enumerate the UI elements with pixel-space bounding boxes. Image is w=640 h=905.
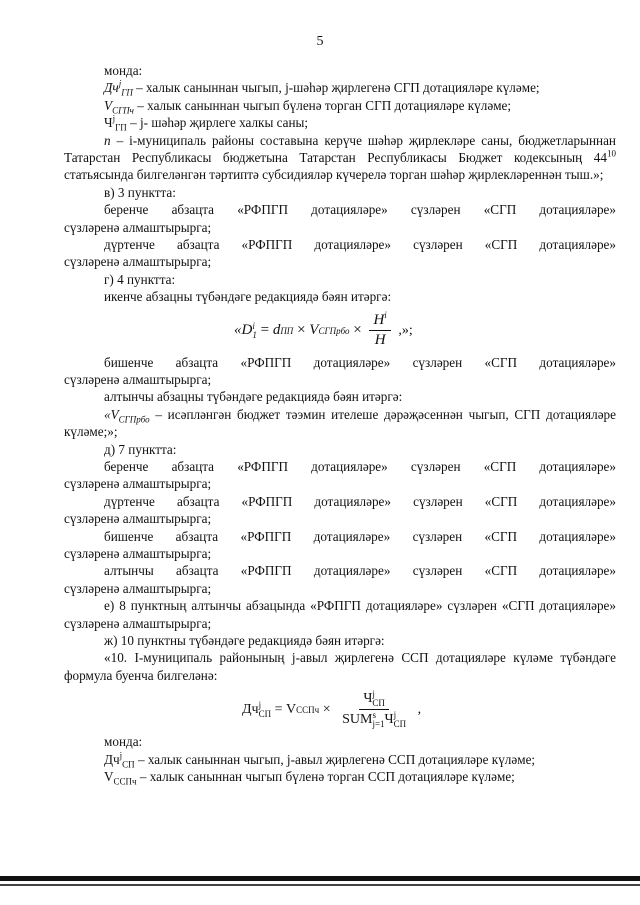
symbol-sub: СГПч [112, 105, 134, 116]
formula-op: = [271, 702, 287, 718]
text-line: беренче абзацта «РФПГП дотацияләре» сүзләрен «СГП дотацияләре» [104, 458, 616, 474]
paragraph [64, 371, 616, 388]
formula-sup: j [393, 710, 397, 721]
formula-term: V [309, 321, 319, 338]
fraction-numerator [369, 309, 390, 331]
formula-op: × [293, 321, 310, 338]
paragraph [64, 219, 616, 236]
symbol-sub: ССПч [113, 776, 137, 787]
formula-term: V [286, 702, 297, 718]
definition-line [64, 79, 616, 99]
formula-op: × [319, 702, 335, 718]
definition-text: – халык саныннан чыгып, j-авыл җирлегенә ССП дотацияләре күләме; [134, 751, 536, 767]
symbol: V [104, 769, 114, 785]
text-line: дүртенче абзацта «РФПГП дотацияләре» сүзләрен «СГП дотацияләре» [104, 493, 616, 509]
symbol-sup: j [112, 113, 116, 124]
symbol: n [104, 132, 111, 148]
page-number: 5 [316, 34, 324, 49]
article-sup: 10 [607, 148, 616, 159]
paragraph [64, 649, 616, 684]
definition-text: – халык саныннан чыгып бүленә торган ССП дотацияләре күләме; [136, 769, 515, 785]
formula-term: H [373, 311, 385, 328]
formula-sub: СП [372, 698, 385, 709]
formula-op: ,»; [394, 322, 413, 338]
subsection-heading [64, 632, 616, 649]
text-line: сүзләренә алмаштырырга; [64, 545, 212, 561]
paragraph [64, 733, 616, 750]
formula-indices [372, 711, 384, 729]
text-line: бишенче абзацта «РФПГП дотацияләре» сүзләрен «СГП дотацияләре» [104, 354, 616, 370]
text-line: д) 7 пунктта: [104, 441, 177, 457]
text-line: – исәпләнгән бюджет тәэмин ителеше дәрәҗәсеннән чыгып, СГП дотацияләре күләме;»; [64, 406, 616, 440]
formula-indices [259, 701, 272, 719]
text-line: сүзләренә алмаштырырга; [64, 580, 212, 596]
definition-text: статьясында билгеләнгән тәртиптә субсидияләр күчерелә торган шәһәр җирлекләреннән тыш.»; [64, 167, 604, 183]
definition-text: – халык саныннан чыгып бүленә торган СГП дотацияләре күләме; [133, 97, 512, 113]
symbol-sup: j [119, 750, 123, 761]
formula-term: SUM [342, 712, 373, 728]
definition-text: – j- шәһәр җирлеге халкы саны; [126, 115, 309, 131]
fraction-denominator: H [374, 332, 386, 349]
subsection-heading [64, 184, 616, 201]
formula-fraction [338, 690, 410, 729]
text-line: в) 3 пунктта: [104, 184, 176, 200]
definition-line [64, 132, 616, 184]
text-line: икенче абзацны түбәндәге редакциядә бәян итәргә: [104, 289, 392, 305]
subsection-heading [64, 441, 616, 458]
paragraph [64, 458, 616, 475]
formula-sub: СП [258, 708, 272, 719]
scan-edge-bar [0, 876, 640, 881]
text-line: ж) 10 пунктны түбәндәге редакциядә бәян итәргә: [104, 633, 385, 648]
text-line: монда: [104, 63, 143, 78]
text-line: беренче абзацта «РФПГП дотацияләре» сүзләрен «СГП дотацияләре» [104, 202, 616, 218]
text-line: алтынчы абзацны түбәндәге редакциядә бәян итәргә: [104, 389, 403, 405]
definition-text: – i-муниципаль районы составына керүче шәһәр җирлекләре саны, бюджетларыннан Татарстан Республикасы бюджетына Татарстан Республикасы Бюджет кодексының 44 [64, 132, 616, 166]
paragraph [64, 236, 616, 253]
paragraph [64, 493, 616, 510]
formula-term: d [272, 321, 281, 338]
formula-fraction [369, 309, 390, 350]
definition-line [64, 114, 616, 131]
formula-term: «D [234, 321, 253, 338]
text-line: «10. I-муниципаль районының j-авыл җирлегенә ССП дотацияләре күләме түбәндәге формула буенча билгеләнә: [64, 650, 616, 683]
text-line: сүзләренә алмаштырырга; [64, 219, 212, 235]
symbol-sub: ГП [121, 88, 133, 99]
formula-op: × [349, 321, 366, 338]
paragraph [64, 253, 616, 270]
paragraph [64, 545, 616, 562]
formula-term: Ч [363, 691, 373, 707]
text-line: е) 8 пунктның алтынчы абзацында «РФПГП дотацияләре» сүзләрен «СГП дотацияләре» сүзләренә алмаштырырга; [64, 598, 616, 631]
paragraph [64, 388, 616, 405]
formula-sup: i [384, 309, 387, 320]
formula-sup: j [372, 689, 375, 700]
symbol: V [104, 97, 113, 113]
text-line: монда: [104, 734, 143, 750]
paragraph [64, 354, 616, 371]
formula-indices [394, 711, 407, 729]
text-line: сүзләренә алмаштырырга; [64, 511, 212, 527]
paragraph [64, 475, 616, 492]
text-line: алтынчы абзацта «РФПГП дотацияләре» сүзләрен «СГП дотацияләре» [104, 563, 616, 579]
formula-sub: 1 [252, 329, 257, 340]
fraction-denominator [338, 710, 410, 729]
subsection-heading [64, 271, 616, 288]
text-line: сүзләренә алмаштырырга; [64, 254, 212, 270]
formula-term: Ч [384, 712, 394, 728]
scan-edge-line [0, 884, 640, 886]
symbol: Дч [104, 80, 119, 96]
formula-op: , [414, 702, 422, 718]
formula-op: = [256, 321, 273, 338]
formula-term: Дч [242, 702, 259, 718]
text-line: сүзләренә алмаштырырга; [64, 371, 212, 387]
formula-sub: j=1 [372, 719, 385, 730]
paragraph [64, 562, 616, 579]
definition-line [64, 751, 616, 768]
symbol: «V [104, 406, 119, 422]
formula-2: Дч j СП = V ССПч × Ч j СП SUM s j=1 Ч j СП , [242, 689, 422, 730]
formula-sup: j [258, 699, 262, 710]
text-line: дүртенче абзацта «РФПГП дотацияләре» сүзләрен «СГП дотацияләре» [104, 237, 616, 253]
symbol: Ч [104, 115, 113, 131]
formula-indices [372, 690, 385, 708]
definition-text: – халык саныннан чыгып, j-шәһәр җирлегенә СГП дотацияләре күләме; [132, 80, 540, 96]
formula-sub: СП [393, 719, 407, 730]
paragraph [64, 528, 616, 545]
paragraph [64, 288, 616, 305]
paragraph [64, 201, 616, 218]
formula-sup: s [372, 710, 376, 721]
symbol-sup: j [118, 79, 122, 90]
text-line: г) 4 пунктта: [104, 271, 176, 287]
symbol-sub: СГПрбо [118, 414, 150, 425]
paragraph [64, 62, 616, 79]
paragraph [64, 510, 616, 527]
symbol-sub: СП [122, 759, 135, 770]
document-body [64, 62, 616, 785]
formula-sup: i [252, 320, 255, 331]
paragraph [64, 406, 616, 441]
text-line: бишенче абзацта «РФПГП дотацияләре» сүзләрен «СГП дотацияләре» [104, 528, 616, 544]
fraction-numerator [359, 690, 389, 710]
text-line: сүзләренә алмаштырырга; [64, 476, 212, 492]
symbol-sub: ГП [115, 122, 127, 133]
symbol: Дч [104, 751, 120, 767]
paragraph [64, 597, 616, 632]
formula-1: «D i 1 = d ПП × V СГПрбо × $\frac{H^i}{H}$ ,»; [234, 309, 413, 349]
definition-line [64, 768, 616, 785]
definition-line [64, 97, 616, 114]
paragraph [64, 580, 616, 597]
